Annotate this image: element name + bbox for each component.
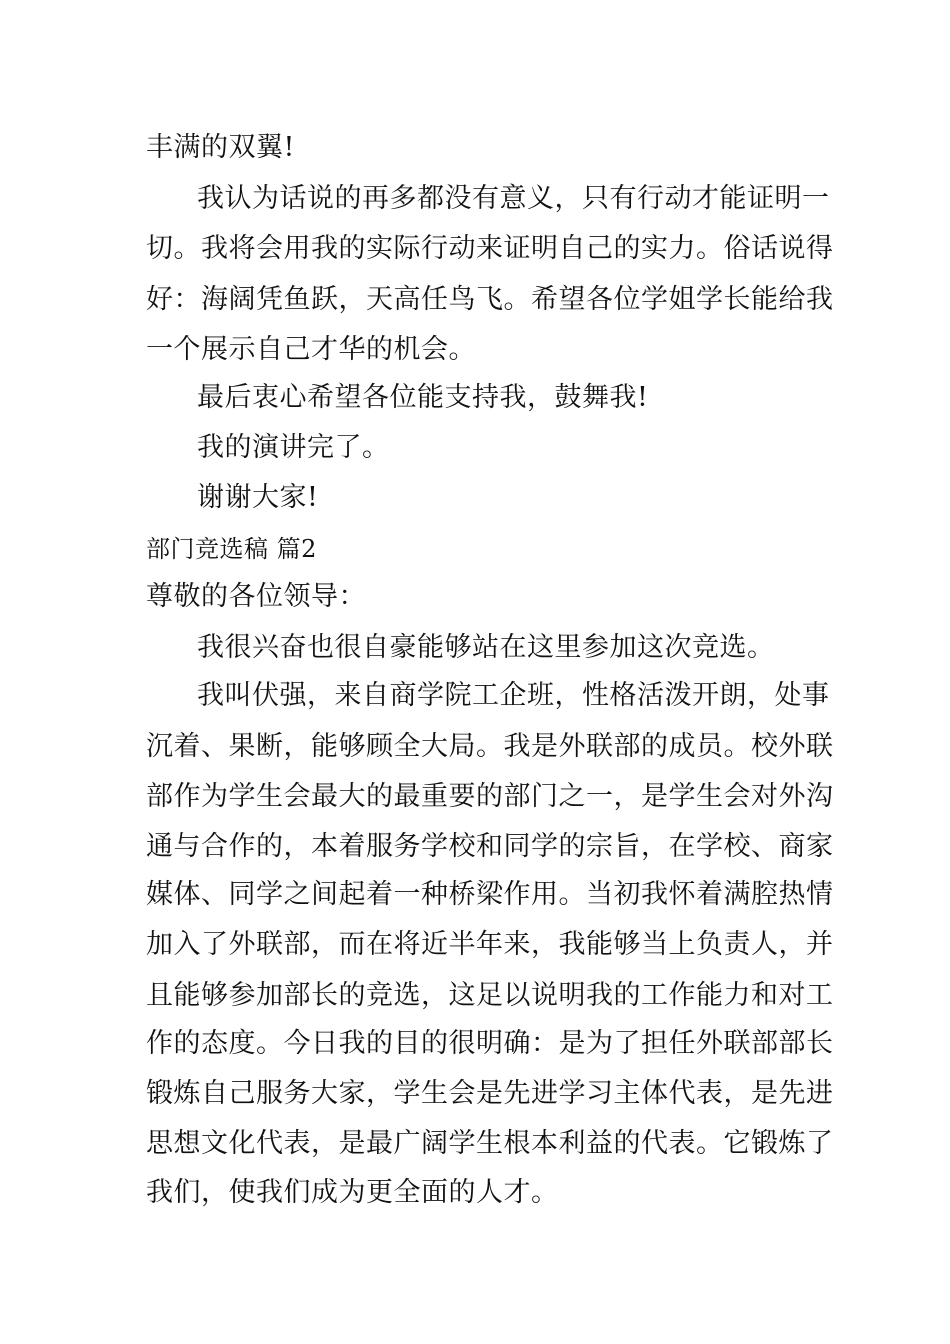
text-line: 好：海阔凭鱼跃，天高任鸟飞。希望各位学姐学长能给我 [146, 284, 834, 315]
text-line: 最后衷心希望各位能支持我，鼓舞我! [197, 382, 649, 413]
text-line: 一个展示自己才华的机会。 [146, 334, 476, 365]
text-line: 谢谢大家! [197, 482, 319, 513]
text-line: 丰满的双翼! [146, 132, 295, 163]
section-heading: 部门竞选稿 篇2 [146, 535, 317, 563]
text-line: 我很兴奋也很自豪能够站在这里参加这次竞选。 [197, 632, 775, 663]
text-line: 通与合作的，本着服务学校和同学的宗旨，在学校、商家 [146, 831, 834, 862]
text-line: 我的演讲完了。 [197, 432, 390, 463]
text-line: 我们，使我们成为更全面的人才。 [146, 1177, 559, 1208]
text-line: 思想文化代表，是最广阔学生根本利益的代表。它锻炼了 [146, 1128, 834, 1159]
text-line: 且能够参加部长的竞选，这足以说明我的工作能力和对工 [146, 980, 834, 1011]
text-line: 加入了外联部，而在将近半年来，我能够当上负责人，并 [146, 929, 834, 960]
text-line: 我叫伏强，来自商学院工企班，性格活泼开朗，处事 [197, 680, 830, 711]
text-line: 我认为话说的再多都没有意义，只有行动才能证明一 [197, 183, 830, 214]
text-line: 媒体、同学之间起着一种桥梁作用。当初我怀着满腔热情 [146, 879, 834, 910]
text-line: 锻炼自己服务大家，学生会是先进学习主体代表，是先进 [146, 1078, 834, 1109]
text-line: 部作为学生会最大的最重要的部门之一，是学生会对外沟 [146, 781, 834, 812]
text-line: 切。我将会用我的实际行动来证明自己的实力。俗话说得 [146, 233, 834, 264]
text-line: 沉着、果断，能够顾全大局。我是外联部的成员。校外联 [146, 731, 834, 762]
salutation: 尊敬的各位领导： [146, 581, 366, 612]
text-line: 作的态度。今日我的目的很明确：是为了担任外联部部长 [146, 1028, 834, 1059]
